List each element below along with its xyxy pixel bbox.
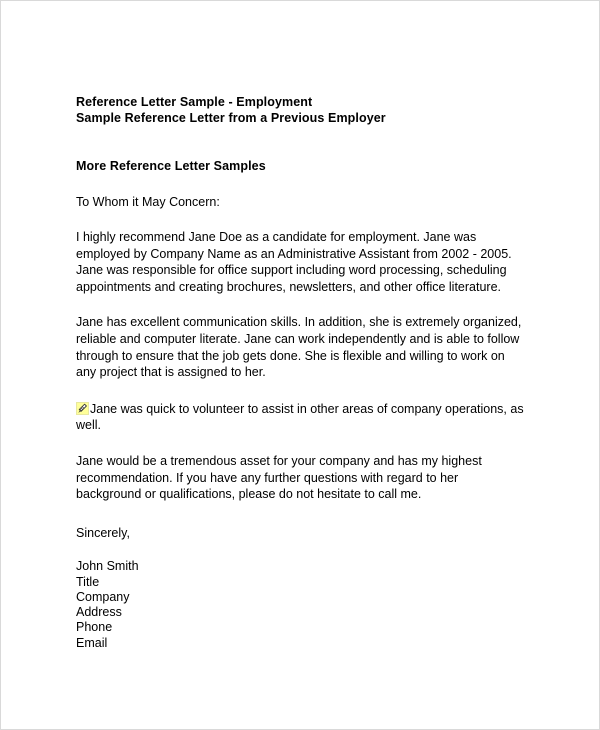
document-title-line-2: Sample Reference Letter from a Previous Employer	[76, 110, 386, 125]
section-heading: More Reference Letter Samples	[76, 159, 266, 173]
signature-block	[76, 559, 526, 651]
document-title-line-1: Reference Letter Sample - Employment	[76, 95, 313, 109]
signature-name: John Smith	[76, 559, 139, 574]
document-body	[76, 95, 526, 651]
paragraph-3-with-icon	[76, 401, 526, 434]
salutation: To Whom it May Concern:	[76, 194, 220, 209]
paragraph-4: Jane would be a tremendous asset for your company and has my highest recommendation. If you have any further questions with regard to her background or qualifications, please do not hesitate to call me.	[76, 453, 482, 502]
paragraph-3-text: Jane was quick to volunteer to assist in other areas of company operations, as well.	[76, 401, 524, 433]
signature-address: Address	[76, 605, 122, 620]
closing-line: Sincerely,	[76, 525, 130, 540]
signature-email: Email	[76, 635, 108, 650]
signature-phone: Phone	[76, 620, 113, 635]
paragraph-1: I highly recommend Jane Doe as a candidate for employment. Jane was employed by Company Name as an Administrative Assistant from 2002 - 2005. Jane was responsible for office support including word processing, scheduling appointments and creating brochures, newsletters, and other office literature.	[76, 230, 512, 294]
paragraph-2: Jane has excellent communication skills. In addition, she is extremely organized, reliable and computer literate. Jane can work independently and is able to follow through to ensure that the job gets done. She is flexible and willing to work on any project that is assigned to her.	[76, 315, 522, 380]
signature-title: Title	[76, 574, 100, 589]
broken-object-placeholder-icon	[76, 402, 89, 415]
signature-company: Company	[76, 589, 130, 604]
document-title	[76, 95, 526, 126]
